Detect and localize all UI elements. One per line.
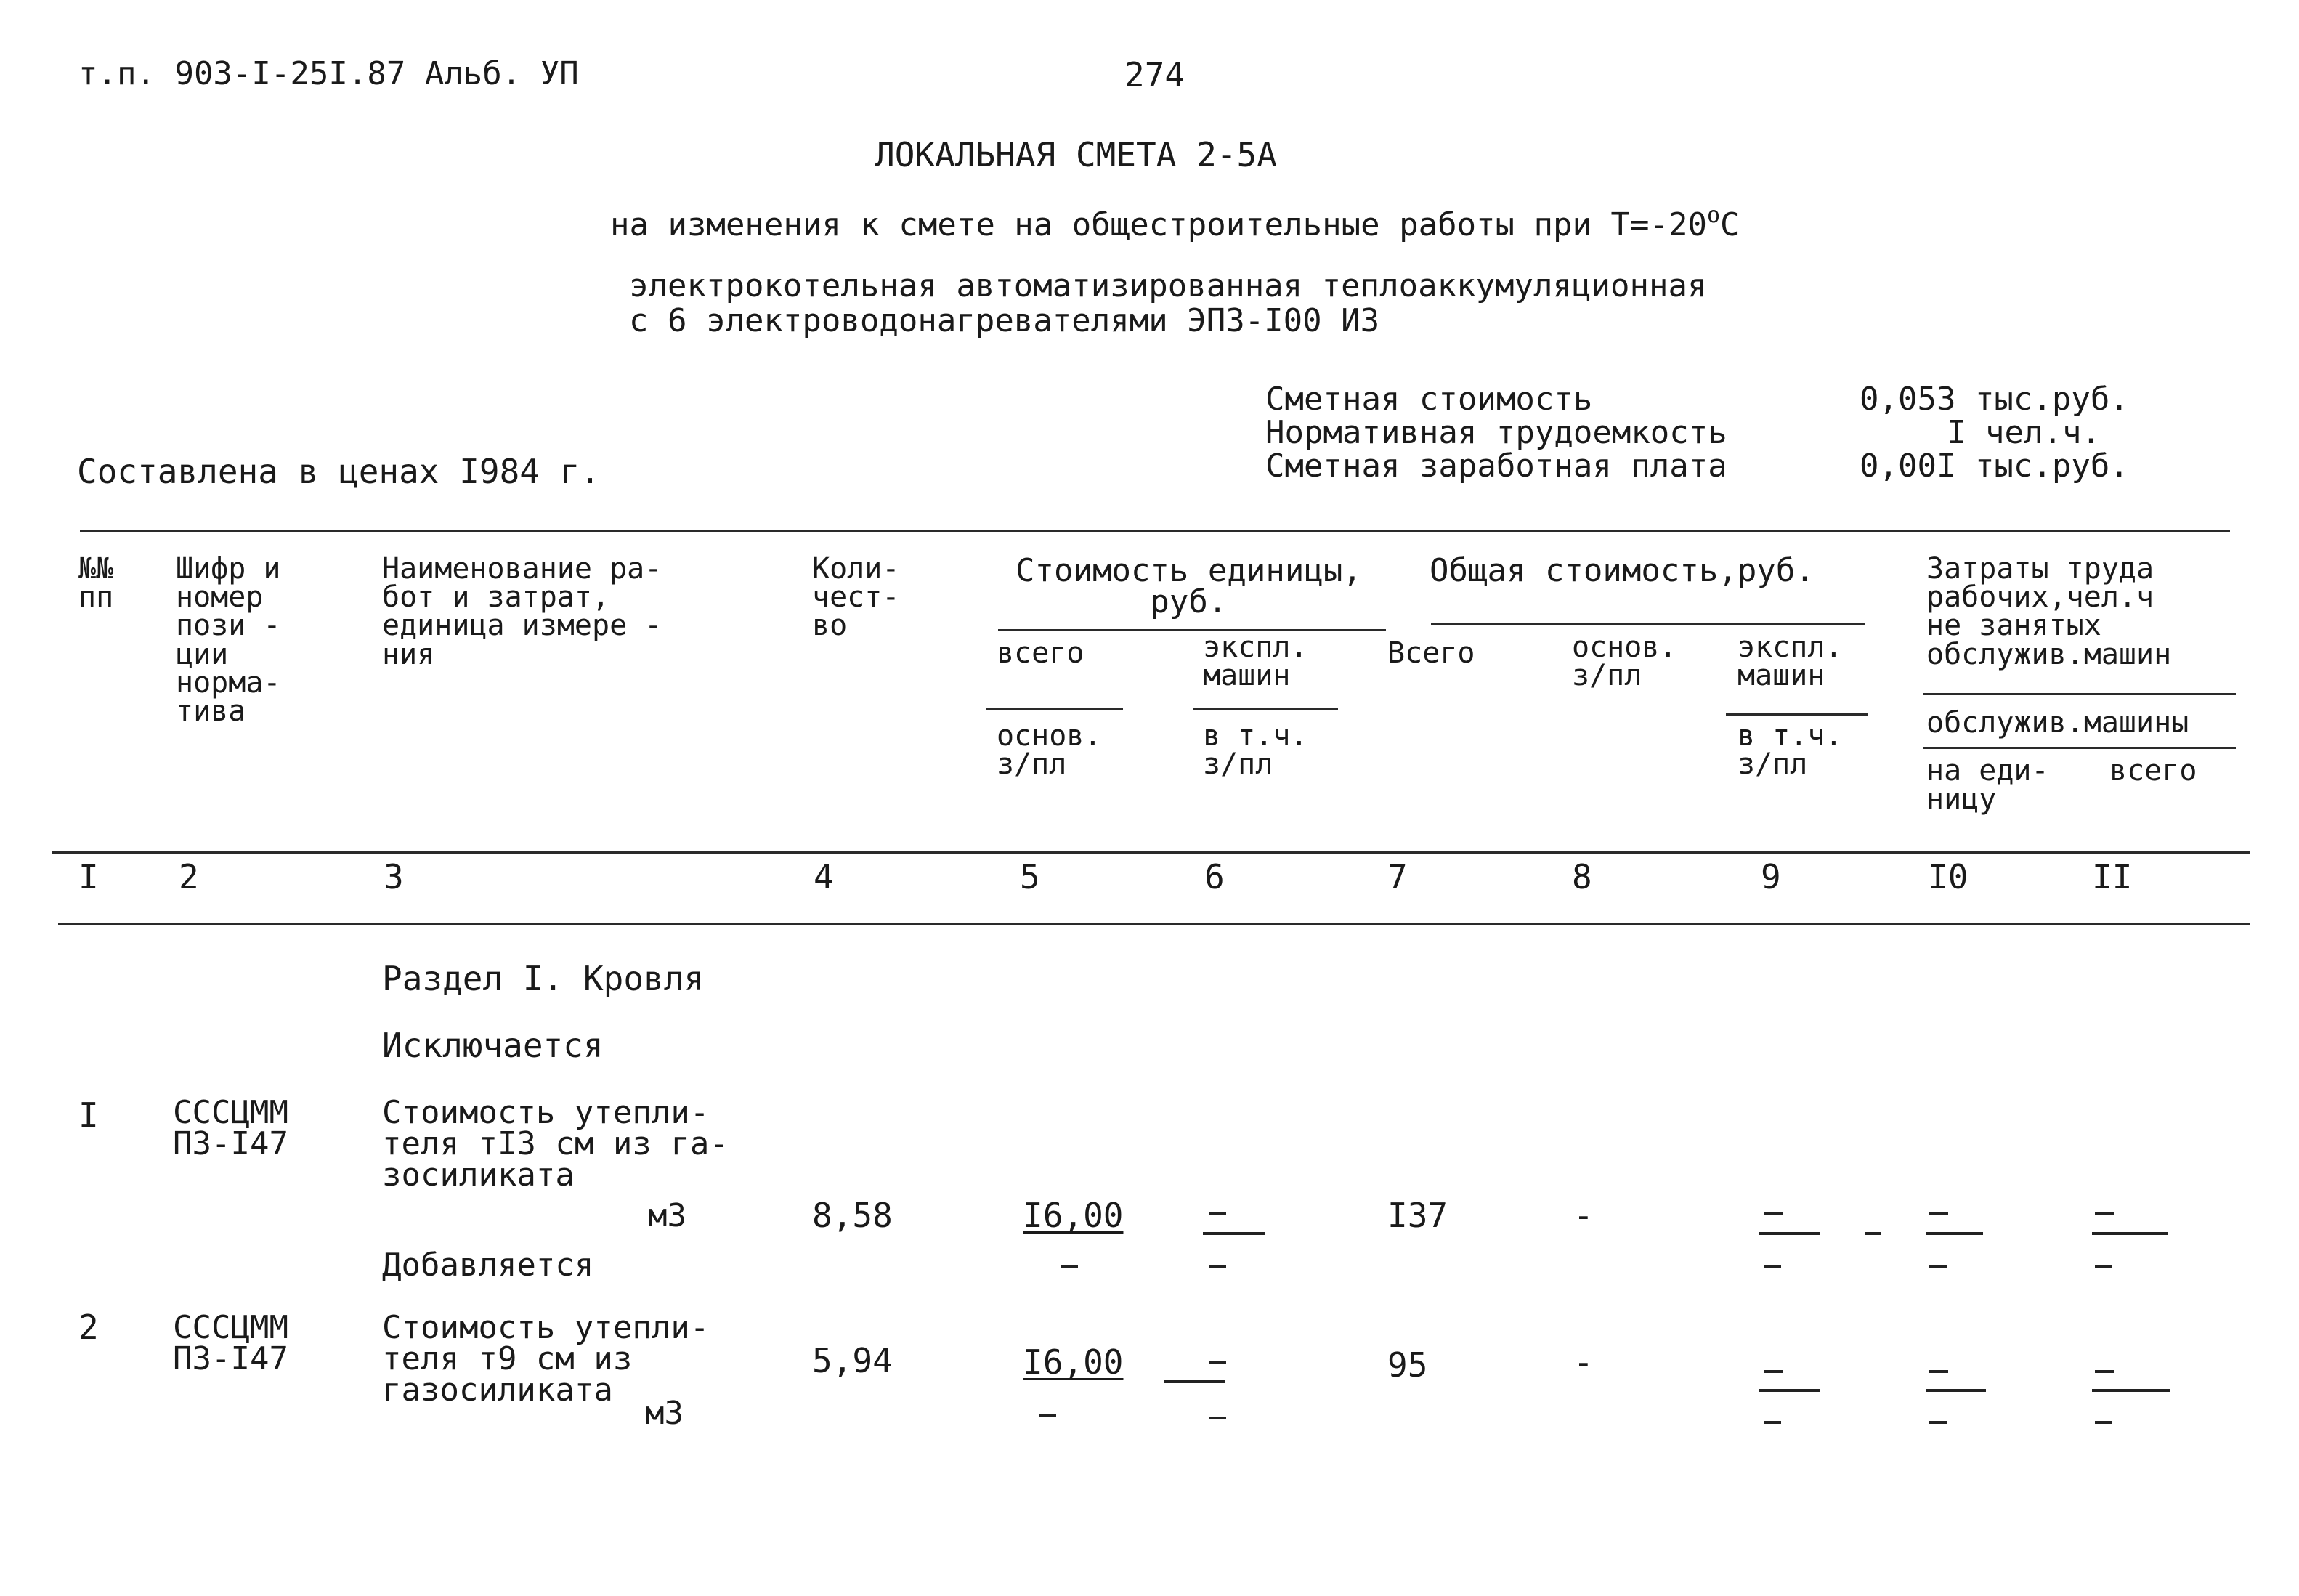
title-line-3: с 6 электроводонагревателями ЭПЗ-I00 ИЗ [629, 302, 1380, 339]
unit-cost-group-rule [998, 629, 1386, 631]
dash-mark [1929, 1421, 1947, 1424]
column-number: 5 [1020, 857, 1040, 896]
page-number: 274 [1124, 55, 1185, 94]
dash-mark [2095, 1370, 2114, 1373]
dash-mark [2092, 1232, 2168, 1235]
header-total-base-wage: основ. з/пл [1572, 631, 1677, 693]
unit-machine-rule [1193, 708, 1338, 710]
document-reference: т.п. 903-I-25I.87 Альб. УП [78, 55, 579, 92]
dash-mark [1209, 1417, 1226, 1419]
header-number: №№ пп [78, 552, 114, 615]
dash-mark [1164, 1380, 1225, 1383]
header-unit-total: всего [997, 636, 1084, 670]
row-quantity: 5,94 [812, 1341, 893, 1380]
row-name: Стоимость утепли- теля тI3 см из га- зосиликата [382, 1094, 729, 1194]
row-number: 2 [78, 1308, 99, 1347]
dash-mark [1764, 1265, 1781, 1268]
column-number: 2 [179, 857, 199, 896]
row-total: I37 [1387, 1196, 1448, 1235]
row-base-wage: - [1573, 1196, 1594, 1235]
header-unit-incl-wage: в т.ч. з/пл [1203, 719, 1308, 782]
row-unit: м3 [645, 1395, 684, 1432]
dash-mark [1926, 1389, 1986, 1392]
title-line-2: электрокотельная автоматизированная теплоаккумуляционная [629, 267, 1707, 304]
header-total-all: Всего [1387, 636, 1475, 670]
row-code: СССЦММ ПЗ-I47 [173, 1094, 288, 1163]
row-total: 95 [1387, 1345, 1428, 1385]
dash-mark [1764, 1212, 1783, 1215]
header-quantity: Коли- чест- во [812, 552, 900, 643]
summary-label-labor: Нормативная трудоемкость [1265, 414, 1727, 451]
column-number: I [78, 857, 99, 896]
header-labor-service: обслужив.машины [1926, 706, 2189, 740]
row-unit-total: I6,00 [1023, 1196, 1124, 1235]
header-labor-per-unit: на еди- ницу [1926, 754, 2049, 817]
row-code: СССЦММ ПЗ-I47 [173, 1309, 288, 1378]
row-name: Стоимость утепли- теля т9 см из газосиликата [382, 1309, 710, 1409]
section-title: Раздел I. Кровля [382, 959, 705, 998]
column-numbers-top-rule [52, 851, 2250, 854]
column-number: 8 [1572, 857, 1592, 896]
dash-mark [1209, 1361, 1226, 1364]
column-number: 7 [1387, 857, 1408, 896]
title-line-1: на изменения к смете на общестроительные работы при $Т=-20^оС$ [610, 203, 1740, 243]
total-cost-group-rule [1431, 623, 1865, 625]
column-number: I0 [1928, 857, 1968, 896]
row-quantity: 8,58 [812, 1196, 893, 1235]
dash-mark [1061, 1265, 1078, 1268]
column-number: 3 [384, 857, 404, 896]
dash-mark [2095, 1421, 2112, 1424]
dash-mark [2095, 1265, 2112, 1268]
dash-mark [1203, 1232, 1265, 1235]
column-number: 4 [814, 857, 834, 896]
summary-label-cost: Сметная стоимость [1265, 381, 1593, 418]
summary-value-wage: 0,00I тыс.руб. [1860, 447, 2129, 485]
document-title: ЛОКАЛЬНАЯ СМЕТА 2-5А [875, 135, 1277, 174]
row-unit-total: I6,00 [1023, 1342, 1124, 1382]
dash-mark [1929, 1370, 1948, 1373]
dash-mark [1039, 1414, 1056, 1417]
row-base-wage: - [1573, 1342, 1594, 1382]
dash-mark [1764, 1370, 1783, 1373]
total-machine-rule [1726, 713, 1868, 716]
dash-mark [2092, 1389, 2170, 1392]
row-number: I [78, 1095, 99, 1135]
header-total-incl-wage: в т.ч. з/пл [1738, 719, 1843, 782]
column-numbers-bottom-rule [58, 923, 2250, 925]
header-name: Наименование ра- бот и затрат, единица измере - ния [382, 552, 662, 671]
dash-mark [1759, 1389, 1820, 1392]
header-unit-machine: экспл. машин [1203, 631, 1308, 693]
dash-mark [1209, 1212, 1226, 1215]
dash-mark [1865, 1232, 1881, 1235]
header-code: Шифр и номер пози - ции норма- тива [176, 552, 281, 728]
table-top-rule [80, 530, 2230, 532]
dash-mark [1929, 1265, 1947, 1268]
dash-mark [1759, 1232, 1820, 1235]
excluded-label: Исключается [382, 1026, 604, 1065]
row-unit: м3 [648, 1197, 686, 1234]
dash-mark [2095, 1212, 2114, 1215]
unit-total-rule [986, 708, 1123, 710]
dash-mark [1929, 1212, 1948, 1215]
summary-label-wage: Сметная заработная плата [1265, 447, 1727, 485]
dash-mark [1926, 1232, 1983, 1235]
summary-value-cost: 0,053 тыс.руб. [1860, 381, 2129, 418]
column-number: 9 [1761, 857, 1781, 896]
summary-value-labor: I чел.ч. [1947, 414, 2101, 451]
labor-service-rule [1923, 747, 2236, 749]
prices-note: Составлена в ценах I984 г. [77, 452, 601, 491]
dash-mark [1209, 1265, 1226, 1268]
column-number: 6 [1204, 857, 1225, 896]
header-unit-cost-group: Стоимость единицы, руб. [1015, 552, 1362, 621]
header-labor-total: всего [2109, 754, 2197, 787]
dash-mark [1764, 1421, 1781, 1424]
header-total-machine: экспл. машин [1738, 631, 1843, 693]
column-number: II [2092, 857, 2133, 896]
header-labor-group: Затраты труда рабочих,чел.ч не занятых обслужив.машин [1926, 552, 2172, 671]
header-unit-base-wage: основ. з/пл [997, 719, 1102, 782]
labor-group-rule [1923, 693, 2236, 695]
header-total-cost-group: Общая стоимость,руб. [1430, 552, 1815, 589]
added-label: Добавляется [382, 1247, 594, 1284]
